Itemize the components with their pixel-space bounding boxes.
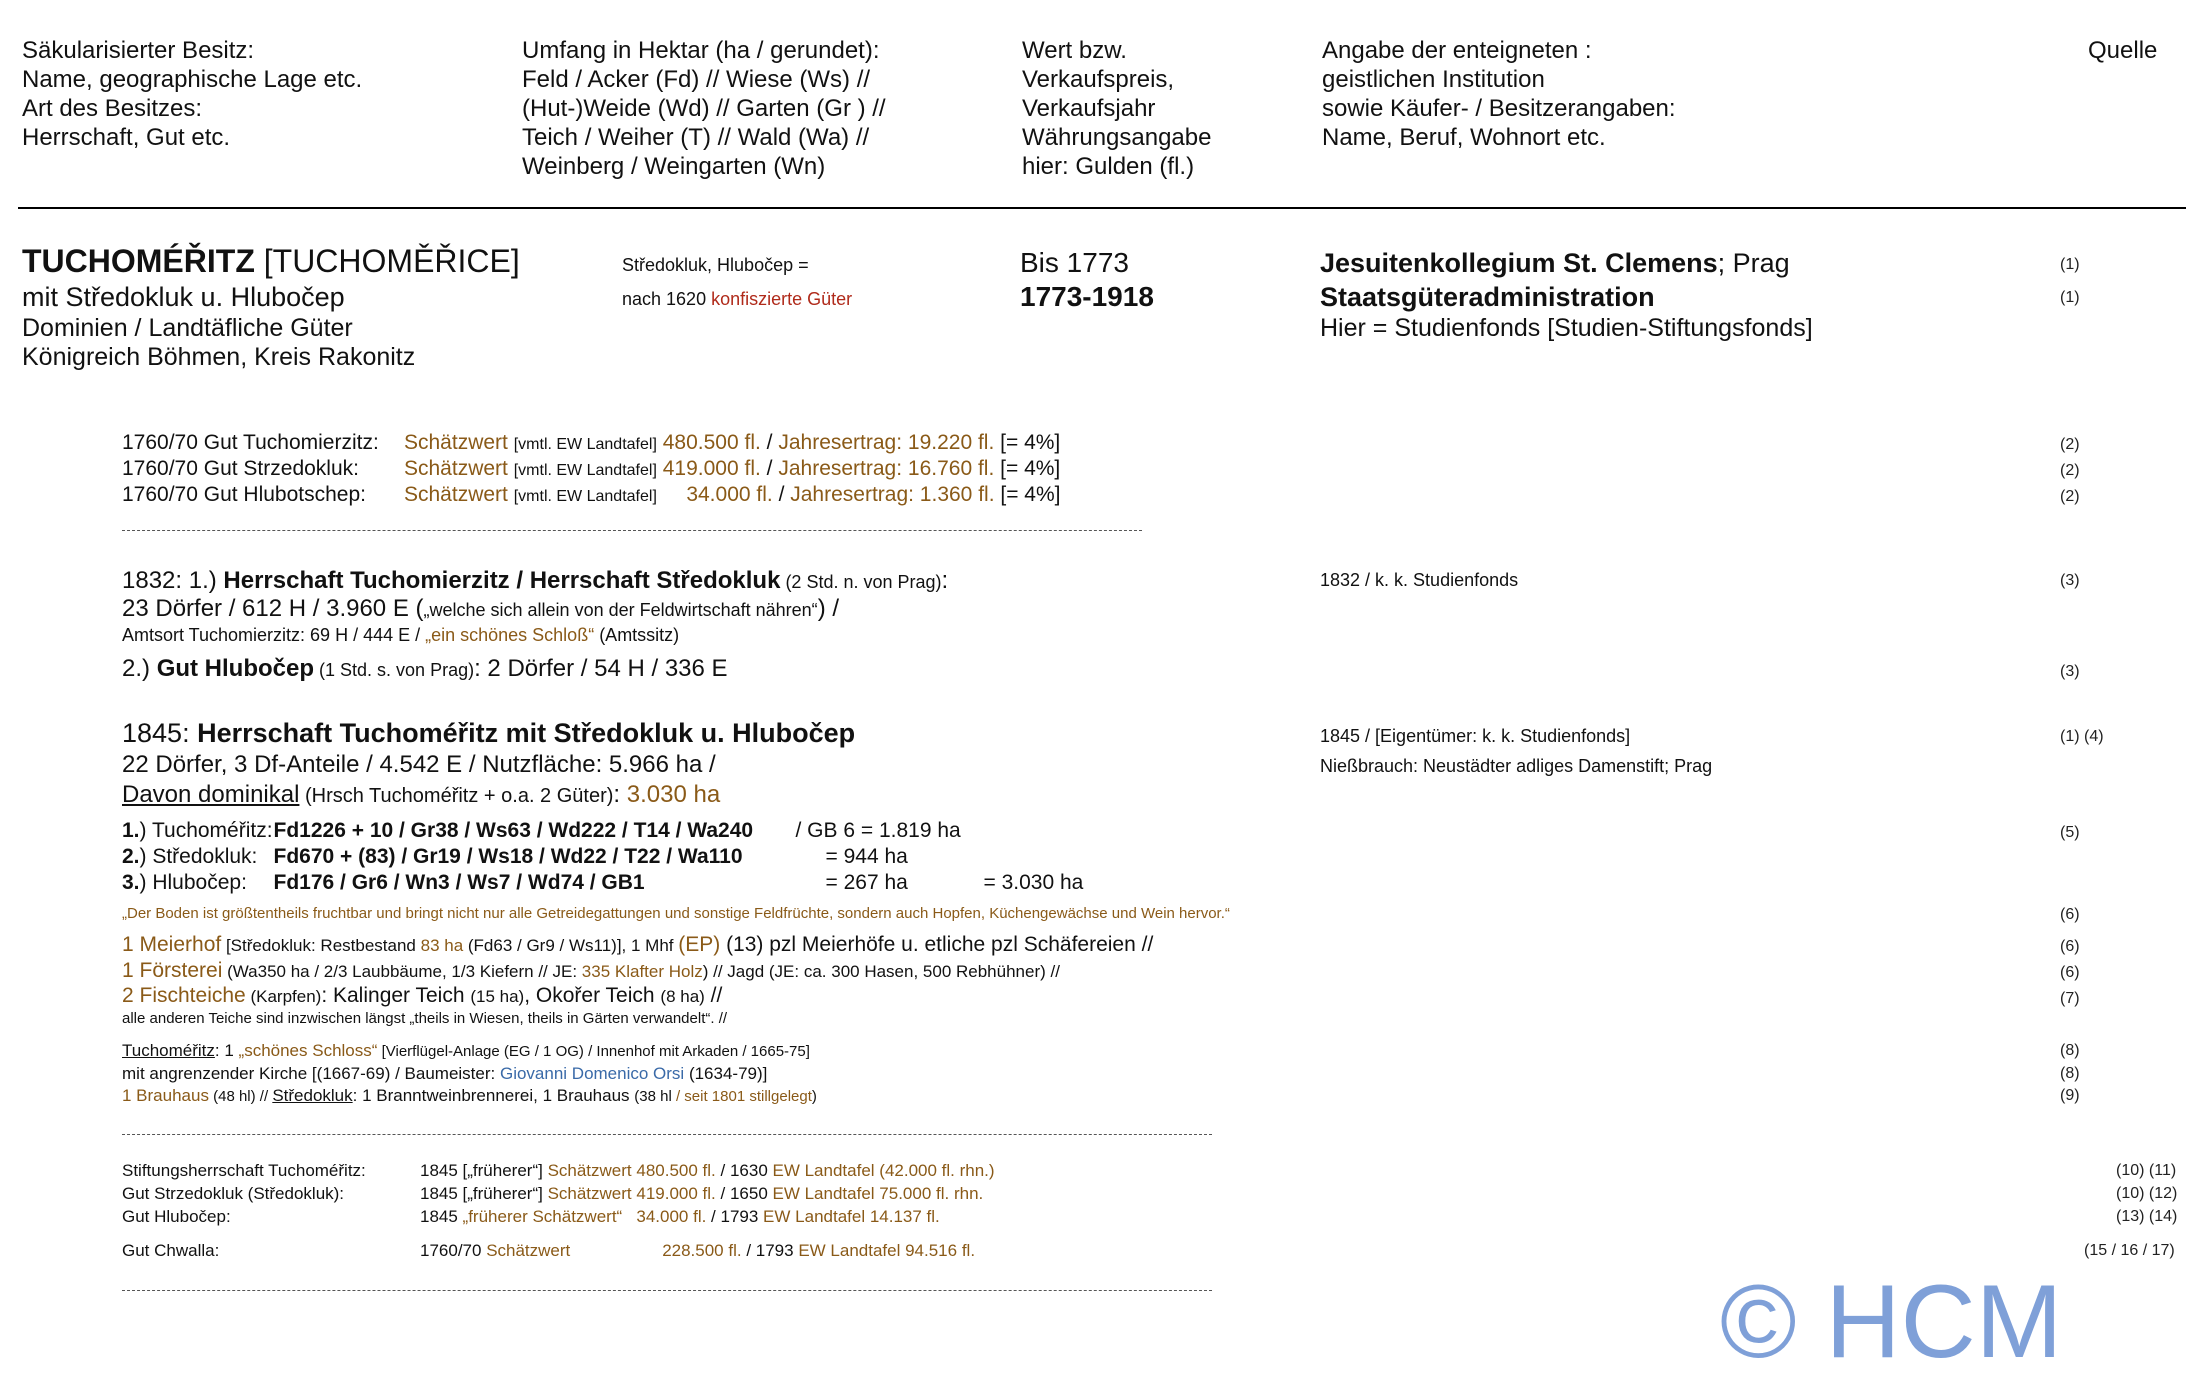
estimate-row xyxy=(122,456,1060,484)
source-ref: (15 / 16 / 17) xyxy=(2084,1242,2175,1259)
estimate-sw: Schätzwert xyxy=(404,431,508,454)
header-line: geistlichen Institution xyxy=(1322,66,1545,93)
summary-row xyxy=(122,1183,983,1205)
estimate-ew: [vmtl. EW Landtafel] xyxy=(513,462,657,479)
source-ref: (9) xyxy=(2060,1087,2080,1104)
source-ref: (2) xyxy=(2060,462,2080,479)
estimate-je: Jahresertrag xyxy=(778,431,897,454)
header-col-possession xyxy=(22,36,362,152)
summary-row xyxy=(122,1206,940,1228)
source-ref: (1) (4) xyxy=(2060,728,2104,745)
text-small: ) xyxy=(811,1088,817,1105)
header-line: Umfang in Hektar (ha / gerundet): xyxy=(522,37,880,64)
estimate-label: 1760/70 Gut Tuchomierzitz: xyxy=(122,431,379,454)
header-col-institution xyxy=(1322,36,1676,152)
castle-line xyxy=(122,1040,810,1063)
summary-landtafel: EW Landtafel 94.516 fl. xyxy=(798,1241,976,1260)
estimate-pct: [= 4%] xyxy=(994,483,1061,506)
text-small: (Fd63 / Gr9 / Ws11)], 1 Mhf xyxy=(463,936,679,955)
row-area: Fd1226 + 10 / Gr38 / Ws63 / Wd222 / T14 / Wa240 xyxy=(273,819,754,842)
summary-landtafel: EW Landtafel (42.000 fl. rhn.) xyxy=(772,1161,995,1180)
summary-label: Stiftungsherrschaft Tuchoméřitz: xyxy=(122,1161,366,1180)
header-line: Herrschaft, Gut etc. xyxy=(22,124,231,151)
source-ref: (7) xyxy=(2060,990,2080,1007)
architect-name: Giovanni Domenico Orsi xyxy=(499,1064,685,1083)
section-divider xyxy=(122,1290,1212,1291)
summary-year: 1845 xyxy=(420,1207,463,1226)
row-number: 1. xyxy=(122,819,140,842)
summary-label: Gut Chwalla: xyxy=(122,1241,220,1260)
source-ref: (2) xyxy=(2060,488,2080,505)
header-line: Angabe der enteigneten : xyxy=(1322,37,1592,64)
s1832-line-3 xyxy=(122,623,679,647)
source-ref: (10) (12) xyxy=(2116,1185,2178,1202)
text: : xyxy=(941,567,949,594)
s1832-line-2 xyxy=(122,594,839,625)
text: 1845: xyxy=(122,718,198,748)
source-ref: (1) xyxy=(2060,289,2080,306)
estate-name-czech: [TUCHOMĚŘICE] xyxy=(254,243,520,279)
text-small: (Karpfen) xyxy=(245,987,322,1006)
text-small: (2 Std. n. von Prag) xyxy=(780,572,942,592)
estimate-je: Jahresertrag xyxy=(778,457,897,480)
summary-label: Gut Hlubočep: xyxy=(122,1207,231,1226)
usufruct-1845: Nießbrauch: Neustädter adliges Damenstift; Prag xyxy=(1320,756,1713,776)
text: : xyxy=(613,781,627,808)
text-highlight: / seit 1801 stillgelegt xyxy=(671,1088,812,1105)
copyright-watermark: © HCM xyxy=(1720,1264,2063,1380)
text-small: (8 ha) xyxy=(660,987,705,1006)
quote: „schönes Schloss“ xyxy=(238,1041,378,1060)
text: (1634-79)] xyxy=(684,1064,768,1083)
summary-value: 228.500 fl. xyxy=(662,1241,742,1260)
ponds-label: 2 Fischteiche xyxy=(122,984,246,1007)
text-underlined: Davon dominikal xyxy=(122,781,300,808)
header-line: Wert bzw. xyxy=(1022,37,1127,64)
ponds-note: alle anderen Teiche sind inzwischen längst „theils in Wiesen, theils in Gärten verwandelt“. // xyxy=(122,1010,728,1027)
owner-1832: 1832 / k. k. Studienfonds xyxy=(1320,570,1519,590)
text-small: (15 ha) xyxy=(470,987,525,1006)
source-ref: (8) xyxy=(2060,1065,2080,1082)
estimate-row xyxy=(122,430,1060,458)
header-line: Art des Besitzes: xyxy=(22,95,203,122)
header-col-source: Quelle xyxy=(2088,37,2158,64)
forestry-line xyxy=(122,958,1060,985)
soil-quote: „Der Boden ist größtentheils fruchtbar und bringt nicht nur alle Getreidegattungen und sonstige Feldfrüchte, sondern auch Hopfen, Küchengewächse und Wein hervor.“ xyxy=(122,905,1230,922)
summary-year: 1845 [„früherer“] xyxy=(420,1184,548,1203)
row-area: Fd670 + (83) / Gr19 / Ws18 / Wd22 / T22 / Wa110 xyxy=(273,845,743,868)
header-line: (Hut-)Weide (Wd) // Garten (Gr ) // xyxy=(522,95,886,122)
header-line: Name, Beruf, Wohnort etc. xyxy=(1322,124,1606,151)
estimate-yield: : 19.220 fl. xyxy=(896,431,995,454)
manor-label: 1 Meierhof xyxy=(122,933,222,956)
estate-name: TUCHOMÉŘITZ xyxy=(22,243,255,279)
brewery-line xyxy=(122,1085,817,1108)
s1845-dominical xyxy=(122,780,720,811)
source-ref: (3) xyxy=(2060,663,2080,680)
header-line: sowie Käufer- / Besitzerangaben: xyxy=(1322,95,1676,122)
row-total: = 267 ha xyxy=(825,871,908,894)
header-line: hier: Gulden (fl.) xyxy=(1022,153,1195,180)
summary-sep: / 1793 xyxy=(741,1241,799,1260)
estate-location: Königreich Böhmen, Kreis Rakonitz xyxy=(22,343,416,371)
brewery-label: 1 Brauhaus xyxy=(122,1086,209,1105)
row-area: Fd176 / Gr6 / Wn3 / Ws7 / Wd74 / GB1 xyxy=(273,871,645,894)
estimate-label: 1760/70 Gut Strzedokluk: xyxy=(122,457,359,480)
header-line: Verkaufsjahr xyxy=(1022,95,1156,122)
row-total: = 944 ha xyxy=(825,845,908,868)
note-text: nach 1620 xyxy=(622,289,712,309)
text-small: [Vierflügel-Anlage (EG / 1 OG) / Innenhof mit Arkaden / 1665-75] xyxy=(377,1043,810,1060)
s1832-line-1 xyxy=(122,566,948,597)
estate-type: Dominien / Landtäfliche Güter xyxy=(22,314,353,342)
text-small: (1 Std. s. von Prag) xyxy=(314,660,475,680)
forestry-label: 1 Försterei xyxy=(122,959,223,982)
institution-2: Staatsgüteradministration xyxy=(1320,282,1655,312)
estimate-sw: Schätzwert xyxy=(404,483,508,506)
section-divider xyxy=(122,530,1142,531)
institution-place: ; Prag xyxy=(1717,248,1790,278)
estimate-je: Jahresertrag xyxy=(790,483,909,506)
period-1: Bis 1773 xyxy=(1020,247,1129,278)
period-2: 1773-1918 xyxy=(1020,281,1154,312)
summary-row xyxy=(122,1240,975,1262)
quote: „ein schönes Schloß“ xyxy=(425,625,595,645)
source-ref: (1) xyxy=(2060,256,2080,273)
estimate-value: 419.000 fl. xyxy=(662,457,761,480)
summary-estimate: Schätzwert xyxy=(486,1241,571,1260)
header-line: Verkaufspreis, xyxy=(1022,66,1175,93)
source-ref: (2) xyxy=(2060,436,2080,453)
text-small: (Hrsch Tuchoméřitz + o.a. 2 Güter) xyxy=(299,785,614,807)
row-number: 2. xyxy=(122,845,140,868)
text: mit angrenzender Kirche [(1667-69) / Baumeister: xyxy=(122,1064,500,1083)
owner-1845: 1845 / [Eigentümer: k. k. Studienfonds] xyxy=(1320,726,1631,746)
text-highlight: (EP) xyxy=(678,933,721,956)
text-bold: Herrschaft Tuchoméřitz mit Středokluk u. Hlubočep xyxy=(197,718,856,748)
row-name: ) Tuchoméřitz: xyxy=(139,819,273,842)
summary-landtafel: EW Landtafel 14.137 fl. xyxy=(763,1207,940,1226)
estimate-row xyxy=(122,482,1060,510)
summary-row xyxy=(122,1160,995,1182)
text: 23 Dörfer / 612 H / 3.960 E ( xyxy=(122,595,424,622)
estimate-pct: [= 4%] xyxy=(994,431,1061,454)
summary-landtafel: EW Landtafel 75.000 fl. rhn. xyxy=(772,1184,984,1203)
summary-estimate: „früherer Schätzwert“ 34.000 fl. xyxy=(462,1207,707,1226)
source-ref: (6) xyxy=(2060,906,2080,923)
estimate-value: 480.500 fl. xyxy=(662,431,761,454)
estate-title xyxy=(22,243,520,279)
text-highlight: 3.030 ha xyxy=(626,781,721,808)
s1845-stats: 22 Dörfer, 3 Df-Anteile / 4.542 E / Nutzfläche: 5.966 ha / xyxy=(122,751,716,778)
text-small: (48 hl) // xyxy=(208,1088,273,1105)
text-underlined: Tuchoméřitz xyxy=(122,1041,215,1060)
text-small: ) // Jagd (JE: ca. 300 Hasen, 500 Rebhühner) // xyxy=(702,962,1060,981)
grand-total: = 3.030 ha xyxy=(983,871,1084,894)
text: ) / xyxy=(817,595,840,622)
s1845-title xyxy=(122,717,855,749)
text: : 2 Dörfer / 54 H / 336 E xyxy=(474,655,728,682)
estimate-sep: / xyxy=(760,431,779,454)
summary-estimate: Schätzwert 419.000 fl. xyxy=(547,1184,716,1203)
institution-1 xyxy=(1320,246,1790,280)
text-small: (Wa350 ha / 2/3 Laubbäume, 1/3 Kiefern // JE: xyxy=(222,962,582,981)
text: : 1 Branntweinbrennerei, 1 Brauhaus xyxy=(352,1086,635,1105)
text: 1832: 1.) xyxy=(122,567,224,594)
source-ref: (6) xyxy=(2060,964,2080,981)
header-col-value xyxy=(1022,36,1211,181)
source-ref: (5) xyxy=(2060,824,2080,841)
institution-name: Jesuitenkollegium St. Clemens xyxy=(1320,248,1718,278)
text-small: (38 hl xyxy=(634,1088,672,1105)
source-ref: (6) xyxy=(2060,938,2080,955)
source-ref: (13) (14) xyxy=(2116,1208,2178,1225)
note-highlight: konfiszierte Güter xyxy=(711,289,853,309)
summary-sep: / 1793 xyxy=(706,1207,764,1226)
church-line xyxy=(122,1063,767,1085)
header-line: Weinberg / Weingarten (Wn) xyxy=(522,153,826,180)
institution-note: Hier = Studienfonds [Studien-Stiftungsfonds] xyxy=(1320,314,1813,342)
text-highlight: 335 Klafter Holz xyxy=(581,962,703,981)
summary-year: 1760/70 xyxy=(420,1241,487,1260)
manor-line xyxy=(122,932,1153,959)
estimate-ew: [vmtl. EW Landtafel] xyxy=(513,436,657,453)
text: 2.) xyxy=(122,655,157,682)
summary-estimate: Schätzwert 480.500 fl. xyxy=(547,1161,716,1180)
estimate-label: 1760/70 Gut Hlubotschep: xyxy=(122,483,367,506)
estimate-sw: Schätzwert xyxy=(404,457,508,480)
header-divider xyxy=(18,207,2186,209)
text-bold: Gut Hlubočep xyxy=(156,655,315,682)
summary-label: Gut Strzedokluk (Středokluk): xyxy=(122,1184,345,1203)
text: Amtsort Tuchomierzitz: 69 H / 444 E / xyxy=(122,625,426,645)
header-line: Teich / Weiher (T) // Wald (Wa) // xyxy=(522,124,870,151)
text: : 1 xyxy=(214,1041,239,1060)
area-row xyxy=(122,844,908,870)
source-ref: (8) xyxy=(2060,1042,2080,1059)
row-number: 3. xyxy=(122,871,140,894)
row-total: / GB 6 = 1.819 ha xyxy=(795,819,961,842)
header-line: Säkularisierter Besitz: xyxy=(22,37,255,64)
text-small: [Středokluk: Restbestand xyxy=(221,936,421,955)
row-name: ) Středokluk: xyxy=(139,845,258,868)
estimate-sep: / xyxy=(760,457,779,480)
area-row xyxy=(122,870,1083,896)
text-bold: Herrschaft Tuchomierzitz / Herrschaft Středokluk xyxy=(223,567,781,594)
section-divider xyxy=(122,1134,1212,1135)
header-col-area xyxy=(522,36,886,181)
source-ref: (10) (11) xyxy=(2116,1162,2177,1179)
text: , Okořer Teich xyxy=(524,984,661,1007)
text: (Amtssitz) xyxy=(594,625,680,645)
source-ref: (3) xyxy=(2060,572,2080,589)
text-underlined: Středokluk xyxy=(272,1086,353,1105)
ponds-line xyxy=(122,983,722,1010)
text: (13) pzl Meierhöfe u. etliche pzl Schäfereien // xyxy=(720,933,1154,956)
quote-small: „welche sich allein von der Feldwirtschaft nähren“ xyxy=(423,600,818,620)
area-row xyxy=(122,818,961,844)
text: // xyxy=(704,984,723,1007)
summary-sep: / 1650 xyxy=(715,1184,773,1203)
confiscation-note-2 xyxy=(622,289,852,310)
estimate-sep: / xyxy=(772,483,791,506)
estate-subtitle: mit Středokluk u. Hlubočep xyxy=(22,282,345,312)
estimate-yield: : 1.360 fl. xyxy=(908,483,995,506)
header-line: Währungsangabe xyxy=(1022,124,1212,151)
header-line: Feld / Acker (Fd) // Wiese (Ws) // xyxy=(522,66,871,93)
summary-year: 1845 [„früherer“] xyxy=(420,1161,548,1180)
row-name: ) Hlubočep: xyxy=(139,871,247,894)
confiscation-note: Středokluk, Hlubočep = xyxy=(622,255,809,275)
estimate-yield: : 16.760 fl. xyxy=(896,457,995,480)
estimate-ew: [vmtl. EW Landtafel] xyxy=(513,488,657,505)
header-line: Name, geographische Lage etc. xyxy=(22,66,363,93)
text: : Kalinger Teich xyxy=(321,984,471,1007)
summary-sep: / 1630 xyxy=(715,1161,773,1180)
s1832-line-4 xyxy=(122,654,728,685)
estimate-value: 34.000 fl. xyxy=(686,483,773,506)
estimate-pct: [= 4%] xyxy=(994,457,1061,480)
text-highlight: 83 ha xyxy=(420,936,464,955)
